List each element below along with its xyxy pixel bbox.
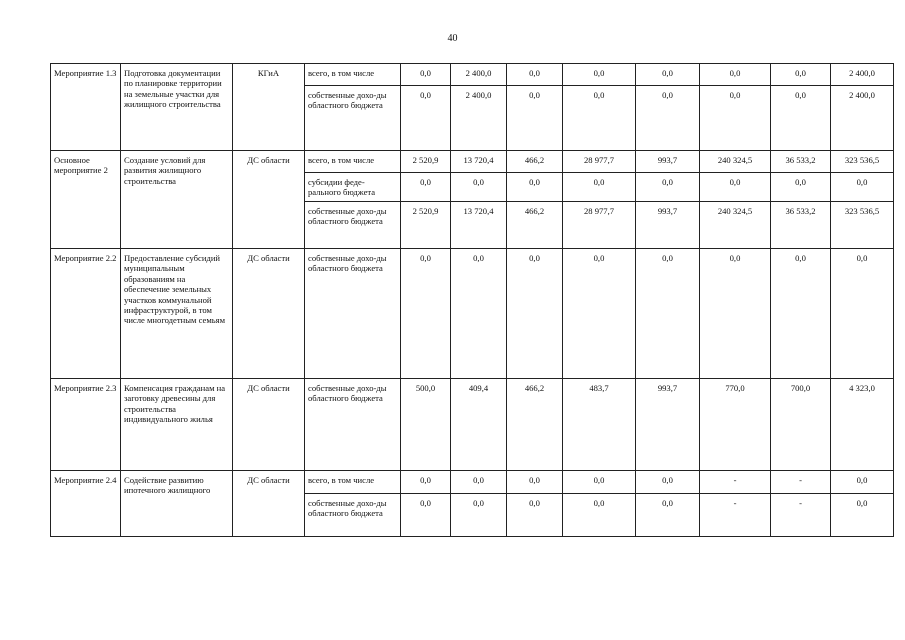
value-cell: - (771, 471, 831, 494)
value-cell: 0,0 (700, 64, 771, 86)
value-cell: 2 400,0 (831, 64, 894, 86)
funding-source: всего, в том числе (305, 471, 401, 494)
row-code: Мероприятие 2.4 (51, 471, 121, 537)
value-cell: 0,0 (831, 249, 894, 379)
funding-source: собственные дохо-ды областного бюджета (305, 379, 401, 471)
value-cell: 0,0 (700, 86, 771, 151)
value-cell: 0,0 (563, 249, 636, 379)
value-cell: 700,0 (771, 379, 831, 471)
value-cell: 28 977,7 (563, 151, 636, 173)
row-code: Мероприятие 2.3 (51, 379, 121, 471)
row-code: Мероприятие 1.3 (51, 64, 121, 151)
value-cell: 28 977,7 (563, 202, 636, 249)
value-cell: 0,0 (401, 64, 451, 86)
value-cell: - (700, 494, 771, 537)
value-cell: 0,0 (636, 64, 700, 86)
value-cell: 0,0 (507, 86, 563, 151)
funding-source: собственные дохо-ды областного бюджета (305, 494, 401, 537)
value-cell: 0,0 (401, 249, 451, 379)
value-cell: 0,0 (563, 86, 636, 151)
value-cell: 0,0 (700, 249, 771, 379)
table-row (51, 151, 894, 173)
row-code: Мероприятие 2.2 (51, 249, 121, 379)
value-cell: 0,0 (507, 173, 563, 202)
value-cell: 0,0 (507, 494, 563, 537)
value-cell: 240 324,5 (700, 202, 771, 249)
value-cell: - (700, 471, 771, 494)
value-cell: 0,0 (636, 494, 700, 537)
value-cell: 0,0 (401, 494, 451, 537)
funding-source: всего, в том числе (305, 64, 401, 86)
value-cell: 993,7 (636, 151, 700, 173)
row-executor: ДС области (233, 379, 305, 471)
value-cell: 483,7 (563, 379, 636, 471)
row-code: Основное мероприятие 2 (51, 151, 121, 249)
value-cell: 0,0 (771, 249, 831, 379)
row-executor: ДС области (233, 151, 305, 249)
value-cell: 0,0 (451, 173, 507, 202)
value-cell: 0,0 (771, 173, 831, 202)
value-cell: 36 533,2 (771, 151, 831, 173)
value-cell: 13 720,4 (451, 202, 507, 249)
funding-source: собственные дохо-ды областного бюджета (305, 86, 401, 151)
budget-table (50, 63, 894, 537)
value-cell: 0,0 (507, 64, 563, 86)
row-executor: ДС области (233, 249, 305, 379)
value-cell: 466,2 (507, 202, 563, 249)
value-cell: 0,0 (507, 249, 563, 379)
value-cell: 323 536,5 (831, 151, 894, 173)
value-cell: 240 324,5 (700, 151, 771, 173)
value-cell: 0,0 (831, 494, 894, 537)
funding-source: собственные дохо-ды областного бюджета (305, 249, 401, 379)
row-executor: ДС области (233, 471, 305, 537)
value-cell: 0,0 (563, 173, 636, 202)
value-cell: 0,0 (451, 249, 507, 379)
row-name: Предоставление субсидий муниципальным образованиям на обеспечение земельных участков коммунальной инфраструктурой, в том числе многодетным семьям (121, 249, 233, 379)
value-cell: 2 520,9 (401, 202, 451, 249)
value-cell: 0,0 (636, 173, 700, 202)
value-cell: - (771, 494, 831, 537)
value-cell: 0,0 (401, 86, 451, 151)
value-cell: 0,0 (831, 173, 894, 202)
table-row (51, 379, 894, 471)
value-cell: 0,0 (636, 86, 700, 151)
funding-source: всего, в том числе (305, 151, 401, 173)
value-cell: 2 520,9 (401, 151, 451, 173)
funding-source: субсидии феде-рального бюджета (305, 173, 401, 202)
value-cell: 0,0 (563, 64, 636, 86)
value-cell: 323 536,5 (831, 202, 894, 249)
value-cell: 0,0 (563, 494, 636, 537)
row-name: Содействие развитию ипотечного жилищного (121, 471, 233, 537)
value-cell: 0,0 (451, 494, 507, 537)
page-number: 40 (447, 33, 458, 44)
value-cell: 466,2 (507, 379, 563, 471)
value-cell: 36 533,2 (771, 202, 831, 249)
value-cell: 770,0 (700, 379, 771, 471)
value-cell: 409,4 (451, 379, 507, 471)
value-cell: 466,2 (507, 151, 563, 173)
value-cell: 0,0 (831, 471, 894, 494)
value-cell: 0,0 (507, 471, 563, 494)
value-cell: 2 400,0 (451, 64, 507, 86)
value-cell: 2 400,0 (831, 86, 894, 151)
table-row (51, 471, 894, 494)
value-cell: 0,0 (700, 173, 771, 202)
row-name: Подготовка документации по планировке территории на земельные участки для жилищного строительства (121, 64, 233, 151)
value-cell: 0,0 (636, 249, 700, 379)
value-cell: 993,7 (636, 379, 700, 471)
value-cell: 0,0 (563, 471, 636, 494)
value-cell: 0,0 (401, 471, 451, 494)
value-cell: 0,0 (771, 86, 831, 151)
value-cell: 4 323,0 (831, 379, 894, 471)
value-cell: 13 720,4 (451, 151, 507, 173)
value-cell: 0,0 (636, 471, 700, 494)
value-cell: 0,0 (451, 471, 507, 494)
row-name: Создание условий для развития жилищного строительства (121, 151, 233, 249)
row-executor: КГиА (233, 64, 305, 151)
value-cell: 2 400,0 (451, 86, 507, 151)
funding-source: собственные дохо-ды областного бюджета (305, 202, 401, 249)
value-cell: 500,0 (401, 379, 451, 471)
value-cell: 993,7 (636, 202, 700, 249)
row-name: Компенсация гражданам на заготовку древесины для строительства индивидуального жилья (121, 379, 233, 471)
value-cell: 0,0 (401, 173, 451, 202)
value-cell: 0,0 (771, 64, 831, 86)
table-row (51, 64, 894, 86)
table-row (51, 249, 894, 379)
